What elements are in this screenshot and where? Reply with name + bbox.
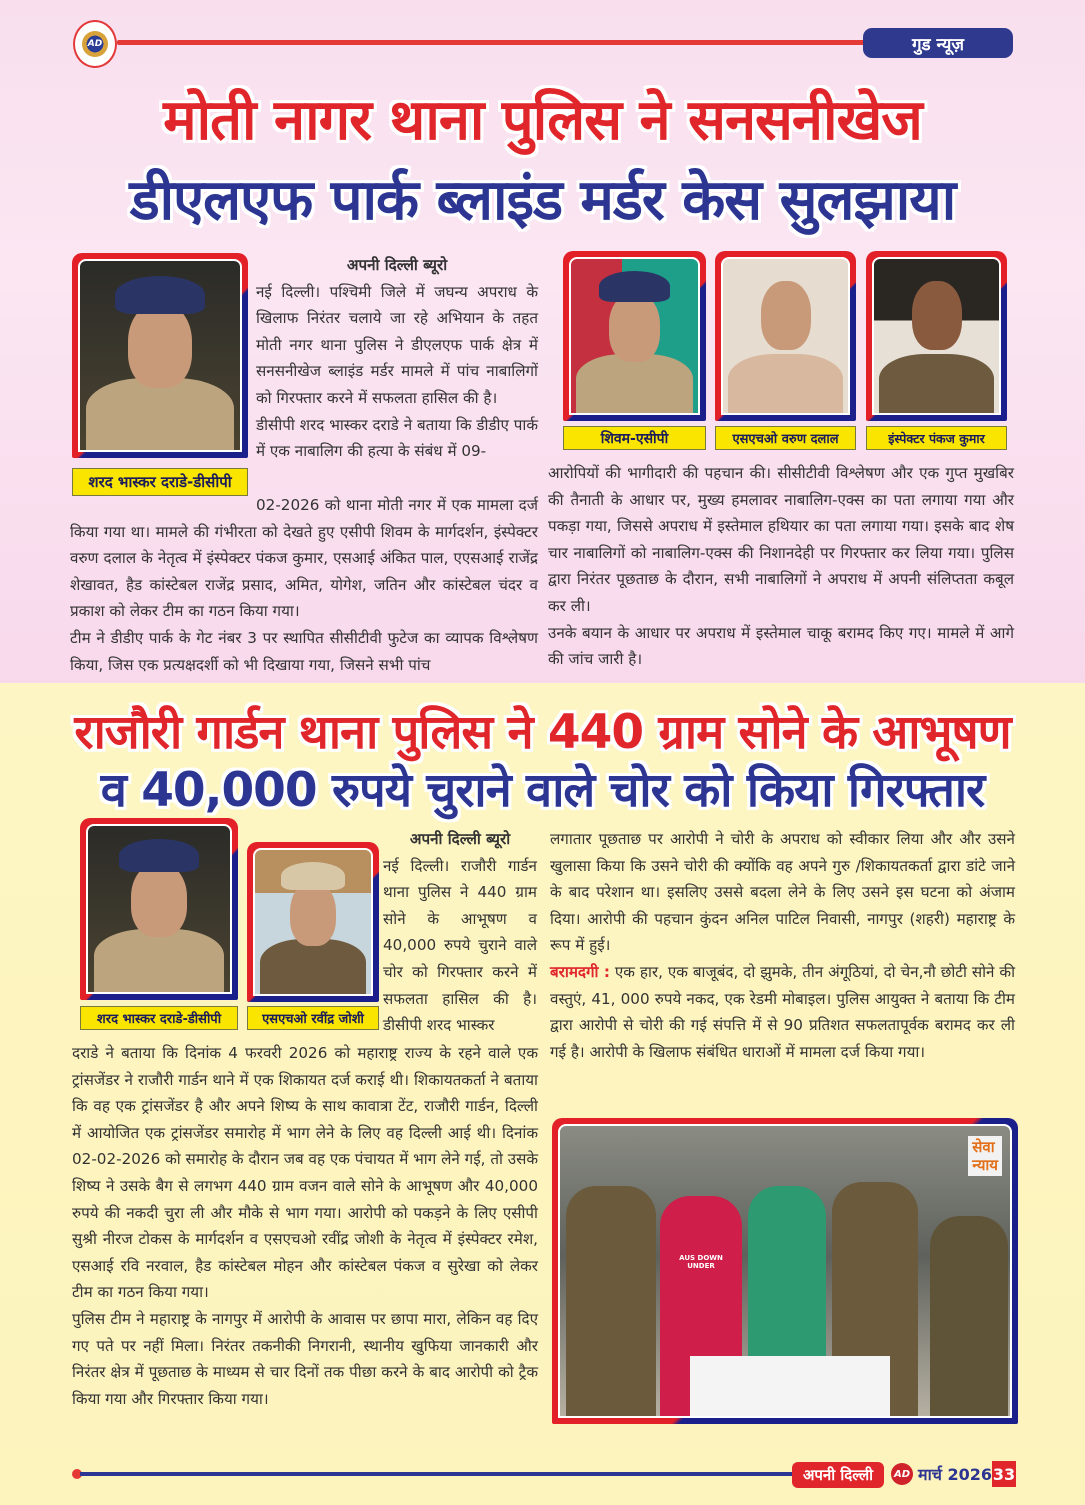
photo-figure [119, 839, 199, 872]
recovery-text: एक हार, एक बाजूबंद, दो झुमके, तीन अंगूठियां, दो चेन,नौ छोटी सोने की वस्तुएं, 41, 000 रुपये नकद, एक रेडमी मोबाइल। पुलिस आयुक्त ने बताया कि टीम द्वारा आरोपी से चोरी की गई संपत्ति में से 90 प्रतिशत सफलतापूर्वक बरामद कर ली गई है। आरोपी के खिलाफ संबंधित धाराओं में मामला दर्ज किया गया। [550, 962, 1016, 1061]
photo-inspector-pankaj [866, 251, 1007, 421]
story1-headline-line2: डीएलएफ पार्क ब्लाइंड मर्डर केस सुलझाया [129, 168, 956, 233]
story2-headline-line2: व 40,000 रुपये चुराने वाले चोर को किया गिरफ्तार [100, 763, 985, 818]
paragraph: नई दिल्ली। राजौरी गार्डन थाना पुलिस ने 440 ग्राम सोने के आभूषण व 40,000 रुपये चुराने वाले चोर को गिरफ्तार करने में सफलता हासिल की है। डीसीपी शरद भास्कर [383, 856, 537, 1035]
photo-figure [131, 863, 188, 938]
photo-dcp-sharad-2 [80, 818, 238, 1000]
sign-line: सेवा [972, 1138, 995, 1156]
section-tag: गुड न्यूज़ [863, 28, 1013, 58]
shirt-text: AUS DOWN UNDER [679, 1254, 723, 1270]
photo-figure [930, 1216, 1008, 1418]
photo-dcp-sharad [72, 253, 248, 458]
paragraph: दराडे ने बताया कि दिनांक 4 फरवरी 2026 को महाराष्ट्र राज्य के रहने वाले एक ट्रांसजेंडर ने राजौरी गार्डन थाने में एक शिकायत दर्ज कराई थी। शिकायतकर्ता ने बताया कि वह एक ट्रांसजेंडर है और अपने शिष्य के साथ कावात्रा टेंट, राजौरी गार्डन, दिल्ली में आयोजित एक ट्रांसजेंडर समारोह में भाग लेने के लिए वह दिल्ली आई थी। दिनांक 02-02-2026 को समारोह के दौरान जब वह एक पंचायत में भाग लेने गई, तो उसके शिष्य ने उसके बैग से लगभग 440 ग्राम वजन वाले सोने के आभूषण और 40,000 रुपये की नकदी चुरा ली और मौके से भाग गया। आरोपी को पकड़ने के लिए एसीपी सुश्री नीरज टोकस के मार्गदर्शन व एसएचओ रवींद्र जोशी के नेतृत्व में इंस्पेक्टर रमेश, एसआई रवि नरवाल, हैड कांस्टेबल मोहन और कांस्टेबल पंकज व सुरेखा को लेकर टीम का गठन किया गया। [72, 1044, 539, 1302]
photo-image [78, 259, 242, 452]
paragraph: डीसीपी शरद भास्कर दराडे ने बताया कि डीडीए पार्क में एक नाबालिग की हत्या के संबंध में 09- [256, 415, 538, 461]
story1-intro-column [256, 252, 538, 465]
footer-brand: अपनी दिल्ली [792, 1462, 884, 1488]
photo-figure [566, 1186, 656, 1418]
photo-figure [128, 303, 192, 388]
photo-figure [599, 271, 670, 302]
paragraph: 02-2026 को थाना मोती नगर में एक मामला दर्ज किया गया था। मामले की गंभीरता को देखते हुए एसीपी शिवम के मार्गदर्शन, इंस्पेक्टर वरुण दलाल के नेतृत्व में इंस्पेक्टर पंकज कुमार, एसआई अंकित पाल, एएसआई राजेंद्र शेखावत, हैड कांस्टेबल राजेंद्र प्रसाद, अमित, योगेश, जतिन और कांस्टेबल चंदर व प्रकाश को लेकर टीम का गठन किया गया। [70, 496, 538, 621]
photo-figure [115, 276, 205, 314]
photo-figure [290, 882, 336, 947]
sign-line: न्याय [972, 1156, 998, 1174]
paragraph: उनके बयान के आधार पर अपराध में इस्तेमाल चाकू बरामद किए गए। मामले में आगे की जांच जारी है। [548, 623, 1014, 669]
story1-left-column [70, 492, 538, 678]
photo-image [253, 848, 373, 996]
paragraph: आरोपियों की भागीदारी की पहचान की। सीसीटीवी विश्लेषण और एक गुप्त मुखबिर की तैनाती के आधार पर, मुख्य हमलावर नाबालिग-एक्स का पता लगाया गया और पकड़ा गया, जिससे अपराध में इस्तेमाल हथियार का पता लगाया गया। इसके बाद शेष चार नाबालिगों को नाबालिग-एक्स की निशानदेही पर गिरफ्तार कर लिया गया। पुलिस द्वारा निरंतर पूछताछ के दौरान, सभी नाबालिगों ने अपराध में अपनी संलिप्तता कबूल कर ली। [548, 464, 1014, 615]
footer-rule [80, 1472, 795, 1476]
photo-image [721, 257, 850, 415]
publication-logo [73, 20, 117, 68]
issue-date: मार्च 2026 [918, 1465, 992, 1484]
header-rule [117, 40, 872, 45]
photo-caption: एसएचओ रवींद्र जोशी [247, 1006, 379, 1030]
paragraph: टीम ने डीडीए पार्क के गेट नंबर 3 पर स्थापित सीसीटीवी फुटेज का व्यापक विश्लेषण किया, जिस एक प्रत्यक्षदर्शी को भी दिखाया गया, जिसने सभी पांच [70, 628, 538, 674]
story2-intro-column [383, 826, 537, 1039]
story2-headline-line1: राजौरी गार्डन थाना पुलिस ने 440 ग्राम सोने के आभूषण [74, 705, 1011, 760]
photo-figure [281, 862, 346, 891]
photo-image [569, 257, 700, 415]
photo-figure [879, 354, 994, 415]
group-photo-arrest [552, 1118, 1018, 1424]
photo-acp-shivam [563, 251, 706, 421]
paragraph: नई दिल्ली। पश्चिमी जिले में जघन्य अपराध के खिलाफ निरंतर चलाये जा रहे अभियान के तहत मोती नगर थाना पुलिस ने डीएलएफ पार्क क्षेत्र में सनसनीखेज ब्लाइंड मर्डर मामले में पांच नाबालिगों को गिरफ्तार करने में सफलता हासिल की है। [256, 282, 538, 407]
photo-caption: शरद भास्कर दराडे-डीसीपी [80, 1006, 238, 1030]
photo-figure [728, 354, 843, 415]
logo-emblem-icon: AD [82, 31, 108, 57]
photo-figure [761, 281, 811, 350]
photo-figure [912, 281, 962, 350]
photo-figure [94, 929, 225, 994]
story1-headline-line1: मोती नागर थाना पुलिस ने सनसनीखेज [163, 88, 922, 153]
photo-caption: शरद भास्कर दराडे-डीसीपी [72, 468, 248, 496]
photo-figure [609, 293, 660, 362]
paragraph: लगातार पूछताछ पर आरोपी ने चोरी के अपराध को स्वीकार लिया और और उसने खुलासा किया कि उसने चोरी की क्योंकि वह अपने गुरु /शिकायतकर्ता द्वारा डांटे जाने के बाद परेशान था। इसलिए उससे बदला लेने के लिए उसने इस घटना को अंजाम दिया। आरोपी की पहचान कुंदन अनिल पाटिल निवासी, नागपुर (शहरी) महाराष्ट्र के रूप में हुई। [550, 830, 1015, 955]
footer-logo-icon: AD [891, 1463, 913, 1485]
photo-image [558, 1124, 1012, 1418]
photo-sho-ravindra [247, 842, 379, 1002]
photo-image [86, 824, 232, 994]
sign-text [968, 1136, 1002, 1176]
byline: अपनी दिल्ली ब्यूरो [409, 830, 511, 848]
photo-figure [86, 378, 233, 452]
story2-left-column [72, 1040, 538, 1412]
byline: अपनी दिल्ली ब्यूरो [346, 256, 448, 274]
story1-right-column [548, 460, 1014, 673]
paragraph: पुलिस टीम ने महाराष्ट्र के नागपुर में आरोपी के आवास पर छापा मारा, लेकिन वह दिए गए पते पर नहीं मिला। निरंतर तकनीकी निगरानी, स्थानीय खुफिया जानकारी और निरंतर क्षेत्र में पूछताछ के माध्यम से चार दिनों तक पीछा करने के बाद आरोपी को ट्रैक किया गया और गिरफ्तार किया गया। [72, 1309, 538, 1408]
recovery-label: बरामदगी : [550, 962, 610, 981]
photo-figure [576, 354, 693, 415]
table-with-recovered-items [690, 1356, 890, 1418]
story2-right-column [550, 826, 1015, 1065]
photo-caption: एसएचओ वरुण दलाल [715, 426, 856, 450]
photo-sho-varun [715, 251, 856, 421]
photo-image [872, 257, 1001, 415]
recovery-paragraph [550, 959, 1015, 1065]
photo-caption: शिवम-एसीपी [563, 426, 706, 450]
page-number: 33 [992, 1461, 1016, 1487]
photo-caption: इंस्पेक्टर पंकज कुमार [866, 426, 1007, 450]
photo-figure [260, 939, 367, 996]
